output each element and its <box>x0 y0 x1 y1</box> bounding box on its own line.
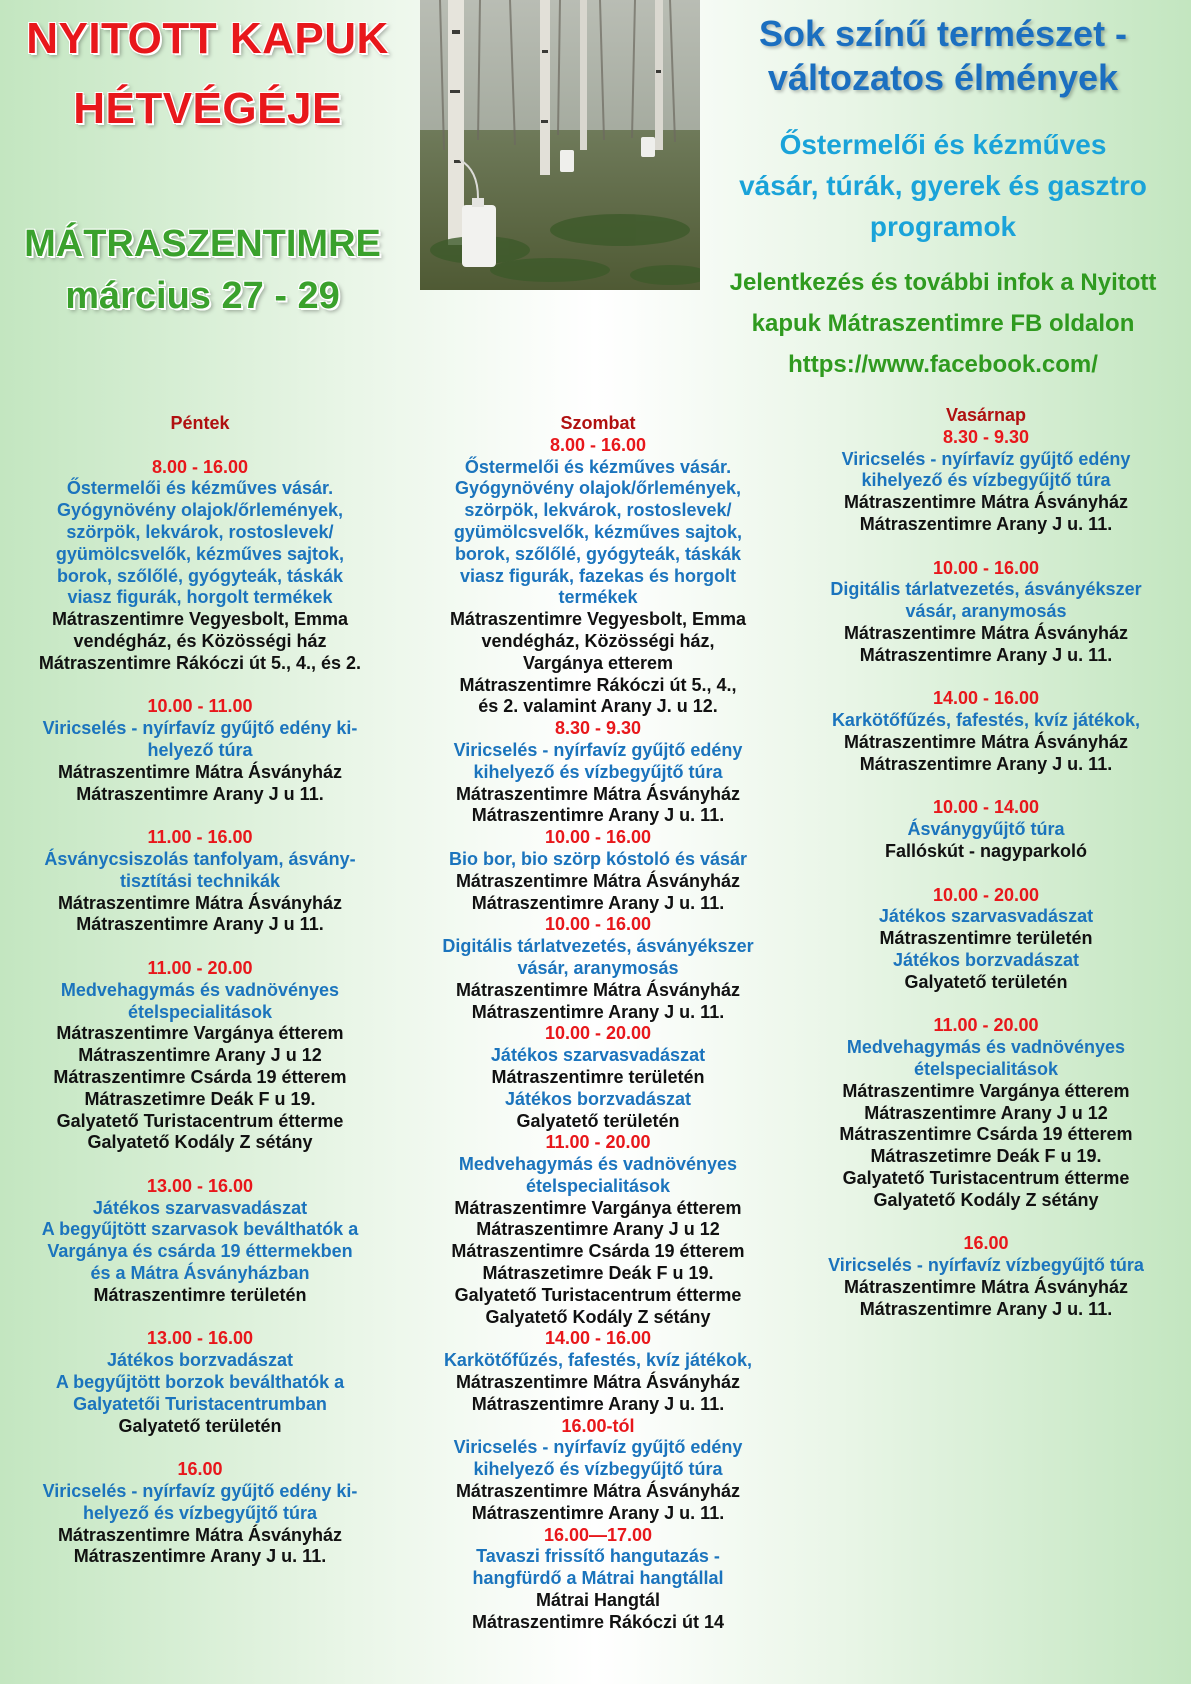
program-title: Ásványcsiszolás tanfolyam, ásvány- <box>44 848 356 869</box>
program-location: Mátraszentimre Csárda 19 étterem <box>451 1241 745 1262</box>
program-location: Mátraszentimre Mátra Ásványház <box>843 731 1129 752</box>
program-location: Mátraszentimre Vargánya étterem <box>454 1197 742 1218</box>
program-title: Viricselés - nyírfavíz gyűjtő edény <box>453 739 743 760</box>
program-location: Mátraszentimre Arany J u 11. <box>76 783 324 804</box>
program-location: Mátraszentimre Rákóczi út 5., 4., <box>459 674 737 695</box>
program-title: Őstermelői és kézműves vásár. <box>66 478 334 499</box>
program-location: Galyatető Kodály Z sétány <box>873 1189 1099 1210</box>
program-title: Viricselés - nyírfavíz gyűjtő edény <box>453 1437 743 1458</box>
spacer <box>796 863 1176 885</box>
program-location: Mátrai Hangtál <box>535 1590 661 1611</box>
program-title: kihelyező és vízbegyűjtő túra <box>473 761 723 782</box>
program-location: Mátraszentimre Arany J u. 11. <box>859 644 1113 665</box>
program-location: Mátraszentimre Mátra Ásványház <box>455 783 741 804</box>
program-location: Galyatető Kodály Z sétány <box>485 1306 711 1327</box>
program-title: Medvehagymás és vadnövényes <box>458 1154 738 1175</box>
program-location: Mátraszentimre Arany J u. 11. <box>73 1546 327 1567</box>
spacer <box>10 675 390 697</box>
day-heading-friday: Péntek <box>170 413 230 433</box>
program-title: borok, szőlőlé, gyógyteák, táskák <box>454 543 742 564</box>
spacer <box>796 536 1176 558</box>
place-title: MÁTRASZENTIMRE <box>24 223 381 265</box>
program-time: 11.00 - 20.00 <box>933 1015 1039 1036</box>
program-time: 11.00 - 20.00 <box>147 957 253 978</box>
program-title: viasz figurák, horgolt termékek <box>67 587 333 608</box>
program-location: Mátraszentimre Mátra Ásványház <box>57 892 343 913</box>
spacer <box>796 776 1176 798</box>
program-title: Viricselés - nyírfavíz gyűjtő edény ki- <box>42 718 358 739</box>
program-title: vásár, aranymosás <box>905 601 1067 622</box>
program-location: Mátraszentimre Arany J u. 11. <box>471 1502 725 1523</box>
program-location: Mátraszentimre Arany J u. 11. <box>471 1393 725 1414</box>
subtitle-line-3: programok <box>869 211 1017 242</box>
program-title: gyümölcsvelők, kézműves sajtok, <box>453 521 743 542</box>
program-title: Bio bor, bio szörp kóstoló és vásár <box>448 848 748 869</box>
program-location: Mátraszentimre területén <box>879 928 1093 949</box>
program-location: Mátraszentimre Mátra Ásványház <box>57 761 343 782</box>
slogan-line-1: Sok színű természet - <box>758 13 1128 54</box>
program-location: Mátraszentimre Arany J u. 11. <box>471 892 725 913</box>
program-location: Mátraszentimre Mátra Ásványház <box>455 1481 741 1502</box>
event-dates: március 27 - 29 <box>65 275 340 317</box>
program-location: Mátraszentimre Mátra Ásványház <box>455 979 741 1000</box>
program-title: Medvehagymás és vadnövényes <box>846 1037 1126 1058</box>
program-location: Mátraszentimre Arany J u. 11. <box>859 1298 1113 1319</box>
program-time: 16.00 <box>963 1233 1009 1254</box>
program-time: 11.00 - 20.00 <box>545 1132 651 1153</box>
program-time: 10.00 - 16.00 <box>544 914 652 935</box>
program-location: Galyatető Turistacentrum étterme <box>454 1284 742 1305</box>
program-title: Játékos borzvadászat <box>892 949 1080 970</box>
program-time: 8.00 - 16.00 <box>549 434 647 455</box>
program-location: Mátraszentimre Arany J u 11. <box>76 914 324 935</box>
program-location: Mátraszentimre Vargánya étterem <box>56 1023 344 1044</box>
program-location: Mátraszentimre Mátra Ásványház <box>843 1276 1129 1297</box>
program-title: Karkötőfűzés, fafestés, kvíz játékok, <box>831 710 1141 731</box>
program-location: Mátraszentimre Mátra Ásványház <box>455 870 741 891</box>
program-title: kihelyező és vízbegyűjtő túra <box>473 1459 723 1480</box>
slogan-line-2: változatos élmények <box>767 57 1119 98</box>
main-title-line-1: NYITOTT KAPUK <box>26 14 389 63</box>
program-location: Mátraszentimre Rákóczi út 5., 4., és 2. <box>38 652 362 673</box>
program-title: Medvehagymás és vadnövényes <box>60 979 340 1000</box>
program-title: Játékos szarvasvadászat <box>92 1197 308 1218</box>
program-title: A begyűjtött szarvasok beválthatók a <box>41 1219 359 1240</box>
program-location: Mátraszentimre Arany J u. 11. <box>859 513 1113 534</box>
program-time: 13.00 - 16.00 <box>146 1328 254 1349</box>
program-time: 14.00 - 16.00 <box>932 688 1040 709</box>
program-title: Tavaszi frissítő hangutazás - <box>476 1546 720 1567</box>
program-location: Mátraszentimre Arany J u. 11. <box>471 1001 725 1022</box>
program-title: Viricselés - nyírfavíz gyűjtő edény <box>841 448 1131 469</box>
facebook-link[interactable]: https://www.facebook.com/ <box>788 351 1098 378</box>
program-title: Vargánya és csárda 19 éttermekben <box>47 1241 353 1262</box>
info-line-2: kapuk Mátraszentimre FB oldalon <box>751 310 1135 337</box>
subtitle-line-1: Őstermelői és kézműves <box>779 129 1107 160</box>
program-title: Ásványgyűjtő túra <box>907 819 1065 840</box>
program-location: Mátraszetimre Deák F u 19. <box>870 1146 1102 1167</box>
main-title-line-2: HÉTVÉGÉJE <box>73 84 342 133</box>
program-title: Játékos szarvasvadászat <box>878 906 1094 927</box>
program-location: Mátraszentimre Mátra Ásványház <box>843 492 1129 513</box>
spacer <box>796 1211 1176 1233</box>
program-time: 14.00 - 16.00 <box>544 1328 652 1349</box>
spacer <box>10 435 390 457</box>
spacer <box>10 805 390 827</box>
program-title: Viricselés - nyírfavíz vízbegyűjtő túra <box>828 1255 1144 1276</box>
birch-forest-photo <box>420 0 700 290</box>
program-location: Vargánya etterem <box>522 652 674 673</box>
program-time: 8.30 - 9.30 <box>554 718 642 739</box>
program-location: Fallóskút - nagyparkoló <box>884 840 1088 861</box>
program-location: Galyatető Turistacentrum étterme <box>56 1110 344 1131</box>
program-title: Játékos borzvadászat <box>106 1350 294 1371</box>
program-time: 13.00 - 16.00 <box>146 1175 254 1196</box>
program-title: A begyűjtött borzok beválthatók a <box>55 1372 345 1393</box>
program-title: Gyógynövény olajok/őrlemények, <box>454 478 742 499</box>
spacer <box>796 667 1176 689</box>
program-title: szörpök, lekvárok, rostoslevek/ <box>66 521 334 542</box>
program-location: Mátraszentimre területén <box>491 1066 705 1087</box>
program-time: 11.00 - 16.00 <box>147 827 253 848</box>
program-location: Mátraszentimre Mátra Ásványház <box>455 1372 741 1393</box>
program-location: Mátraszetimre Deák F u 19. <box>482 1263 714 1284</box>
program-title: ételspecialitások <box>913 1058 1059 1079</box>
program-time: 16.00-tól <box>561 1415 635 1436</box>
spacer <box>10 1154 390 1176</box>
program-location: és 2. valamint Arany J. u 12. <box>478 696 718 717</box>
program-location: Mátraszentimre Vegyesbolt, Emma <box>449 609 747 630</box>
program-location: Mátraszentimre Arany J u 12 <box>864 1102 1108 1123</box>
program-time: 10.00 - 16.00 <box>544 827 652 848</box>
program-location: Mátraszentimre Vargánya étterem <box>842 1080 1130 1101</box>
program-time: 16.00 <box>177 1459 223 1480</box>
program-location: Mátraszentimre Mátra Ásványház <box>843 622 1129 643</box>
program-location: Galyatető Kodály Z sétány <box>87 1132 313 1153</box>
program-title: tisztítási technikák <box>119 870 281 891</box>
program-location: vendégház, és Közösségi ház <box>73 630 327 651</box>
subtitle-line-2: vásár, túrák, gyerek és gasztro <box>739 170 1147 201</box>
program-title: gyümölcsvelők, kézműves sajtok, <box>55 543 345 564</box>
program-title: ételspecialitások <box>525 1175 671 1196</box>
program-location: Mátraszentimre Csárda 19 étterem <box>839 1124 1133 1145</box>
program-time: 8.00 - 16.00 <box>151 456 249 477</box>
program-title: hangfürdő a Mátrai hangtállal <box>472 1568 724 1589</box>
program-title: Játékos borzvadászat <box>504 1088 692 1109</box>
program-title: viasz figurák, fazekas és horgolt <box>459 565 737 586</box>
program-location: Mátraszentimre Rákóczi út 14 <box>471 1611 725 1632</box>
saturday-column <box>408 413 788 1634</box>
program-title: borok, szőlőlé, gyógyteák, táskák <box>56 565 344 586</box>
spacer <box>10 1307 390 1329</box>
program-title: ételspecialitások <box>127 1001 273 1022</box>
program-location: Mátraszentimre Arany J u 12 <box>78 1045 322 1066</box>
program-time: 10.00 - 20.00 <box>932 884 1040 905</box>
program-location: Mátraszentimre Mátra Ásványház <box>57 1524 343 1545</box>
program-title: Játékos szarvasvadászat <box>490 1045 706 1066</box>
program-location: Mátraszentimre Vegyesbolt, Emma <box>51 609 349 630</box>
spacer <box>796 994 1176 1016</box>
program-title: Digitális tárlatvezetés, ásványékszer <box>830 579 1142 600</box>
sunday-column <box>796 405 1176 1320</box>
friday-column <box>10 413 390 1568</box>
program-title: Viricselés - nyírfavíz gyűjtő edény ki- <box>42 1481 358 1502</box>
program-title: kihelyező és vízbegyűjtő túra <box>861 470 1111 491</box>
program-time: 10.00 - 14.00 <box>932 797 1040 818</box>
program-location: vendégház, Közösségi ház, <box>481 630 715 651</box>
program-title: szörpök, lekvárok, rostoslevek/ <box>464 500 732 521</box>
day-heading-saturday: Szombat <box>560 413 636 433</box>
program-title: termékek <box>558 587 638 608</box>
program-title: Őstermelői és kézműves vásár. <box>464 456 732 477</box>
info-line-1: Jelentkezés és további infok a Nyitott <box>729 269 1157 296</box>
program-location: Mátraszentimre Arany J u. 11. <box>471 805 725 826</box>
program-time: 8.30 - 9.30 <box>942 426 1030 447</box>
program-location: Mátraszentimre Csárda 19 étterem <box>53 1066 347 1087</box>
program-title: Digitális tárlatvezetés, ásványékszer <box>442 936 754 957</box>
program-title: vásár, aranymosás <box>517 957 679 978</box>
program-location: Galyatető területén <box>516 1110 680 1131</box>
program-title: helyező és vízbegyűjtő túra <box>82 1502 318 1523</box>
program-time: 10.00 - 20.00 <box>544 1023 652 1044</box>
program-title: és a Mátra Ásványházban <box>90 1263 310 1284</box>
program-location: Mátraszentimre Arany J u 12 <box>476 1219 720 1240</box>
program-location: Mátraszentimre területén <box>93 1284 307 1305</box>
program-time: 10.00 - 16.00 <box>932 557 1040 578</box>
program-time: 16.00—17.00 <box>543 1524 653 1545</box>
program-location: Galyatető területén <box>904 971 1068 992</box>
program-title: Galyatetői Turistacentrumban <box>73 1393 327 1414</box>
program-location: Galyatető területén <box>118 1415 282 1436</box>
day-heading-sunday: Vasárnap <box>945 405 1027 425</box>
program-title: Karkötőfűzés, fafestés, kvíz játékok, <box>443 1350 753 1371</box>
spacer <box>10 936 390 958</box>
program-location: Galyatető Turistacentrum étterme <box>842 1167 1130 1188</box>
program-location: Mátraszentimre Arany J u. 11. <box>859 753 1113 774</box>
program-title: Gyógynövény olajok/őrlemények, <box>56 500 344 521</box>
program-title: helyező túra <box>147 739 253 760</box>
spacer <box>10 1437 390 1459</box>
program-location: Mátraszetimre Deák F u 19. <box>84 1088 316 1109</box>
program-time: 10.00 - 11.00 <box>147 696 253 717</box>
